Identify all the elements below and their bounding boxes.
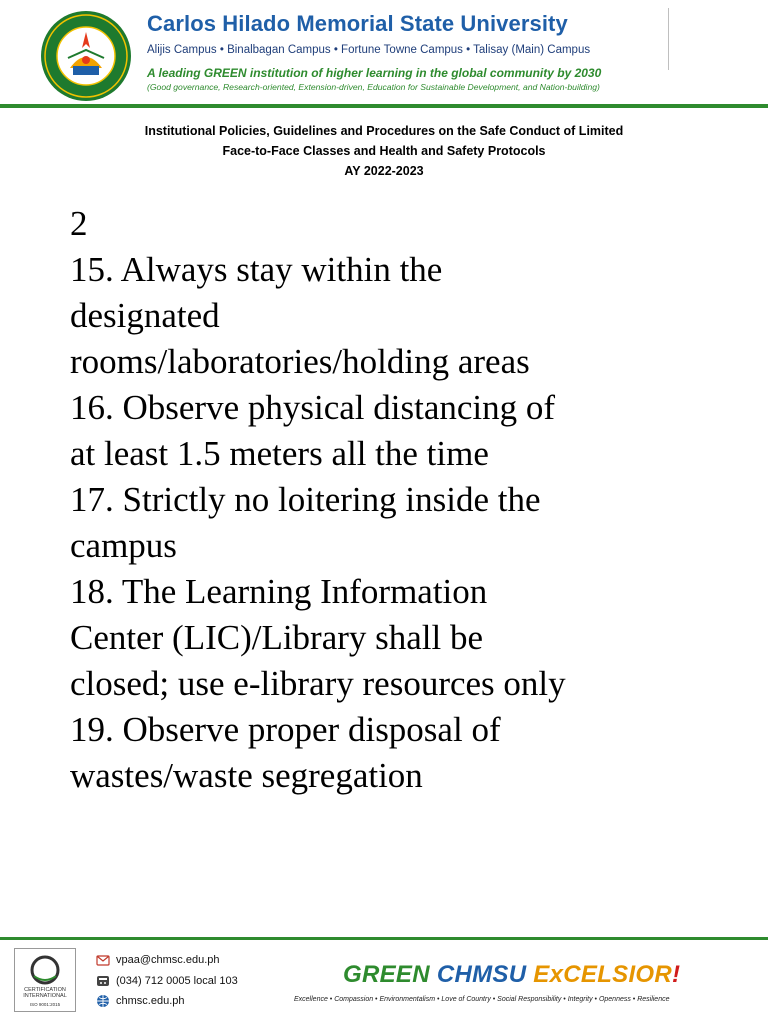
- body-line: 18. The Learning Information: [70, 572, 488, 611]
- footer-rule: [0, 937, 768, 940]
- cert-standard: ISO 9001:2015: [29, 1002, 61, 1007]
- campus-list: Alijis Campus • Binalbagan Campus • Fortune Towne Campus • Talisay (Main) Campus: [147, 44, 591, 56]
- core-values: Excellence • Compassion • Environmentalism • Love of Country • Social Responsibility • Integrity • Openness • Resilience: [294, 996, 670, 1003]
- contact-website[interactable]: [96, 994, 184, 1008]
- header-divider: [668, 8, 669, 70]
- phone-text: (034) 712 0005 local 103: [116, 975, 238, 987]
- email-text[interactable]: vpaa@chmsc.edu.ph: [116, 954, 220, 966]
- letterhead: [0, 0, 768, 108]
- university-seal-icon: [40, 10, 132, 102]
- body-line: Center (LIC)/Library shall be: [70, 618, 484, 657]
- title-line-1: Institutional Policies, Guidelines and Procedures on the Safe Conduct of Limited: [144, 124, 624, 138]
- body-line: campus: [70, 526, 177, 565]
- header-rule: [0, 104, 768, 108]
- document-title: [0, 121, 768, 181]
- web-icon: [96, 994, 110, 1008]
- contact-phone: [96, 974, 238, 988]
- body-line: at least 1.5 meters all the time: [70, 434, 489, 473]
- slogan-exclamation: !: [672, 961, 681, 988]
- body-line: 15. Always stay within the: [70, 250, 443, 289]
- body-line: rooms/laboratories/holding areas: [70, 342, 530, 381]
- phone-icon: [96, 974, 110, 988]
- vision-tagline: A leading GREEN institution of higher learning in the global community by 2030: [147, 66, 602, 80]
- body-line: closed; use e-library resources only: [70, 664, 566, 703]
- certification-logo-icon: [28, 954, 62, 986]
- cert-label: CERTIFICATION INTERNATIONAL: [23, 987, 67, 999]
- contact-email[interactable]: [96, 953, 220, 967]
- body-line: 2: [70, 204, 88, 243]
- body-line: wastes/waste segregation: [70, 756, 423, 795]
- body-line: 16. Observe physical distancing of: [70, 388, 556, 427]
- body-line: designated: [70, 296, 220, 335]
- slogan-chmsu: CHMSU: [436, 961, 534, 988]
- website-text[interactable]: chmsc.edu.ph: [116, 995, 185, 1007]
- slogan-green: GREEN: [343, 961, 437, 988]
- body-line: 19. Observe proper disposal of: [70, 710, 501, 749]
- email-icon: [96, 953, 110, 967]
- document-body: [70, 201, 750, 799]
- slogan-excelsior: ExCELSIOR: [533, 961, 673, 988]
- title-line-3: AY 2022-2023: [344, 164, 424, 178]
- institutional-slogan: [343, 961, 680, 989]
- university-name: Carlos Hilado Memorial State University: [147, 11, 568, 36]
- body-line: 17. Strictly no loitering inside the: [70, 480, 541, 519]
- title-line-2: Face-to-Face Classes and Health and Safety Protocols: [222, 144, 546, 158]
- certification-badge: [14, 948, 76, 1012]
- vision-subtagline: (Good governance, Research-oriented, Extension-driven, Education for Sustainable Development, and Nation-building): [147, 82, 600, 92]
